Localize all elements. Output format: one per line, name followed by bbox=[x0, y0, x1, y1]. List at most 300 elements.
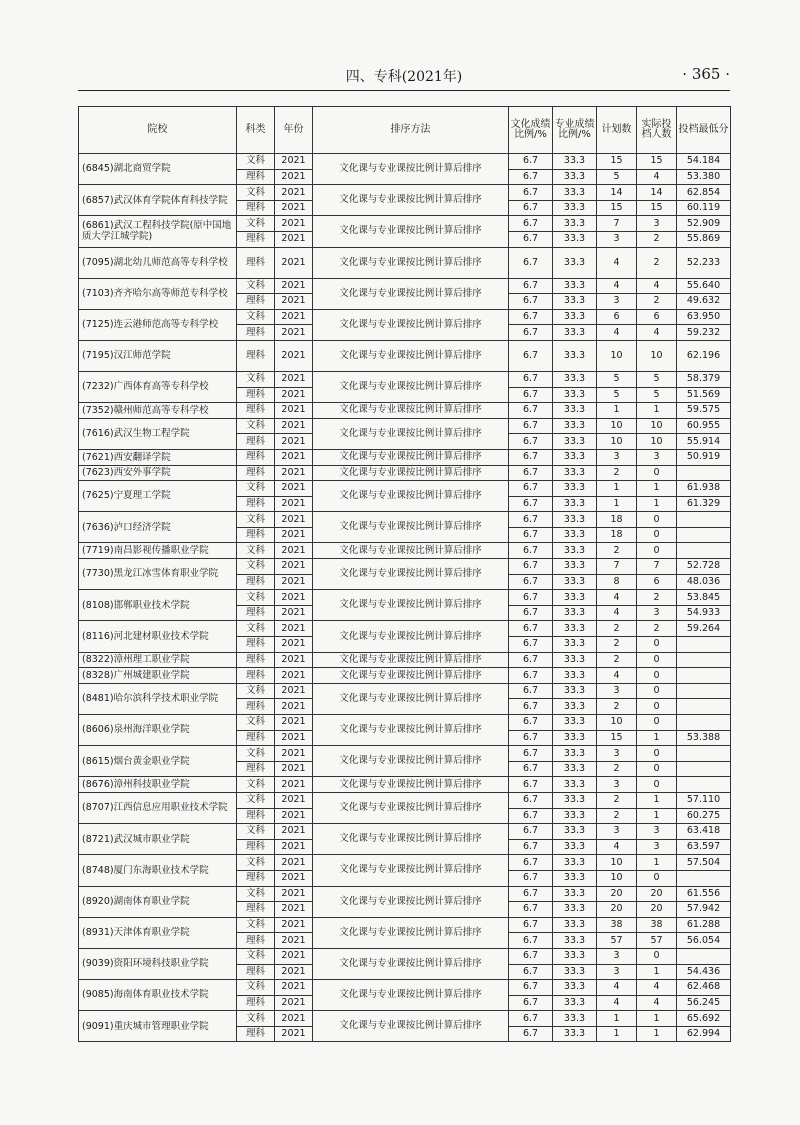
plan-count-cell: 10 bbox=[597, 434, 637, 450]
culture-ratio-cell: 6.7 bbox=[509, 715, 553, 731]
plan-count-cell: 10 bbox=[597, 340, 637, 371]
culture-ratio-cell: 6.7 bbox=[509, 995, 553, 1011]
actual-count-cell: 0 bbox=[637, 683, 677, 699]
year-cell: 2021 bbox=[275, 761, 313, 777]
major-ratio-cell: 33.3 bbox=[553, 512, 597, 528]
sort-method: 文化课与专业课按比例计算后排序 bbox=[313, 216, 509, 247]
col-header-min-score: 投档最低分 bbox=[677, 107, 731, 154]
major-ratio-cell: 33.3 bbox=[553, 496, 597, 512]
category-cell: 理科 bbox=[237, 169, 275, 185]
year-cell: 2021 bbox=[275, 371, 313, 387]
culture-ratio-cell: 6.7 bbox=[509, 527, 553, 543]
school-name: (7232)广西体育高等专科学校 bbox=[79, 371, 237, 402]
culture-ratio-cell: 6.7 bbox=[509, 294, 553, 310]
major-ratio-cell: 33.3 bbox=[553, 1011, 597, 1027]
sort-method: 文化课与专业课按比例计算后排序 bbox=[313, 247, 509, 278]
culture-ratio-cell: 6.7 bbox=[509, 309, 553, 325]
sort-method: 文化课与专业课按比例计算后排序 bbox=[313, 543, 509, 559]
category-cell: 理科 bbox=[237, 902, 275, 918]
sort-method: 文化课与专业课按比例计算后排序 bbox=[313, 855, 509, 886]
category-cell: 文科 bbox=[237, 621, 275, 637]
category-cell: 理科 bbox=[237, 574, 275, 590]
category-cell: 文科 bbox=[237, 418, 275, 434]
plan-count-cell: 15 bbox=[597, 154, 637, 170]
sort-method: 文化课与专业课按比例计算后排序 bbox=[313, 154, 509, 185]
category-cell: 理科 bbox=[237, 964, 275, 980]
table-row bbox=[79, 590, 731, 606]
plan-count-cell: 1 bbox=[597, 403, 637, 419]
category-cell: 理科 bbox=[237, 668, 275, 684]
min-score-cell bbox=[677, 777, 731, 793]
min-score-cell bbox=[677, 699, 731, 715]
major-ratio-cell: 33.3 bbox=[553, 730, 597, 746]
table-row bbox=[79, 449, 731, 465]
actual-count-cell: 2 bbox=[637, 247, 677, 278]
culture-ratio-cell: 6.7 bbox=[509, 574, 553, 590]
major-ratio-cell: 33.3 bbox=[553, 715, 597, 731]
plan-count-cell: 6 bbox=[597, 309, 637, 325]
plan-count-cell: 20 bbox=[597, 902, 637, 918]
table-row bbox=[79, 777, 731, 793]
major-ratio-cell: 33.3 bbox=[553, 216, 597, 232]
major-ratio-cell: 33.3 bbox=[553, 917, 597, 933]
min-score-cell: 61.938 bbox=[677, 481, 731, 497]
actual-count-cell: 0 bbox=[637, 465, 677, 481]
school-name: (8748)厦门东海职业技术学院 bbox=[79, 855, 237, 886]
culture-ratio-cell: 6.7 bbox=[509, 512, 553, 528]
table-row bbox=[79, 185, 731, 201]
table-row bbox=[79, 543, 731, 559]
actual-count-cell: 15 bbox=[637, 200, 677, 216]
actual-count-cell: 10 bbox=[637, 340, 677, 371]
category-cell: 理科 bbox=[237, 808, 275, 824]
major-ratio-cell: 33.3 bbox=[553, 278, 597, 294]
sort-method: 文化课与专业课按比例计算后排序 bbox=[313, 309, 509, 340]
sort-method: 文化课与专业课按比例计算后排序 bbox=[313, 668, 509, 684]
table-header-row bbox=[79, 107, 731, 154]
category-cell: 理科 bbox=[237, 340, 275, 371]
category-cell: 文科 bbox=[237, 543, 275, 559]
category-cell: 理科 bbox=[237, 294, 275, 310]
culture-ratio-cell: 6.7 bbox=[509, 839, 553, 855]
category-cell: 理科 bbox=[237, 699, 275, 715]
year-cell: 2021 bbox=[275, 855, 313, 871]
major-ratio-cell: 33.3 bbox=[553, 902, 597, 918]
min-score-cell bbox=[677, 652, 731, 668]
category-cell: 文科 bbox=[237, 777, 275, 793]
actual-count-cell: 0 bbox=[637, 948, 677, 964]
table-row bbox=[79, 512, 731, 528]
school-name: (7730)黑龙江冰雪体育职业学院 bbox=[79, 559, 237, 590]
year-cell: 2021 bbox=[275, 730, 313, 746]
sort-method: 文化课与专业课按比例计算后排序 bbox=[313, 886, 509, 917]
category-cell: 理科 bbox=[237, 839, 275, 855]
min-score-cell: 52.728 bbox=[677, 559, 731, 575]
culture-ratio-cell: 6.7 bbox=[509, 185, 553, 201]
year-cell: 2021 bbox=[275, 839, 313, 855]
sort-method: 文化课与专业课按比例计算后排序 bbox=[313, 449, 509, 465]
min-score-cell: 57.942 bbox=[677, 902, 731, 918]
plan-count-cell: 10 bbox=[597, 870, 637, 886]
category-cell: 理科 bbox=[237, 200, 275, 216]
year-cell: 2021 bbox=[275, 449, 313, 465]
major-ratio-cell: 33.3 bbox=[553, 808, 597, 824]
year-cell: 2021 bbox=[275, 185, 313, 201]
major-ratio-cell: 33.3 bbox=[553, 371, 597, 387]
table-row bbox=[79, 824, 731, 840]
culture-ratio-cell: 6.7 bbox=[509, 933, 553, 949]
category-cell: 文科 bbox=[237, 512, 275, 528]
min-score-cell: 60.955 bbox=[677, 418, 731, 434]
category-cell: 理科 bbox=[237, 761, 275, 777]
year-cell: 2021 bbox=[275, 980, 313, 996]
major-ratio-cell: 33.3 bbox=[553, 792, 597, 808]
major-ratio-cell: 33.3 bbox=[553, 590, 597, 606]
min-score-cell bbox=[677, 746, 731, 762]
sort-method: 文化课与专业课按比例计算后排序 bbox=[313, 621, 509, 652]
plan-count-cell: 3 bbox=[597, 746, 637, 762]
school-name: (8328)广州城建职业学院 bbox=[79, 668, 237, 684]
year-cell: 2021 bbox=[275, 294, 313, 310]
actual-count-cell: 20 bbox=[637, 902, 677, 918]
year-cell: 2021 bbox=[275, 216, 313, 232]
culture-ratio-cell: 6.7 bbox=[509, 824, 553, 840]
sort-method: 文化课与专业课按比例计算后排序 bbox=[313, 746, 509, 777]
plan-count-cell: 15 bbox=[597, 730, 637, 746]
plan-count-cell: 5 bbox=[597, 387, 637, 403]
plan-count-cell: 1 bbox=[597, 1026, 637, 1042]
culture-ratio-cell: 6.7 bbox=[509, 590, 553, 606]
actual-count-cell: 10 bbox=[637, 434, 677, 450]
school-name: (8676)漳州科技职业学院 bbox=[79, 777, 237, 793]
min-score-cell bbox=[677, 715, 731, 731]
year-cell: 2021 bbox=[275, 278, 313, 294]
section-title: 四、专科(2021年) bbox=[345, 69, 463, 85]
plan-count-cell: 3 bbox=[597, 683, 637, 699]
culture-ratio-cell: 6.7 bbox=[509, 325, 553, 341]
category-cell: 理科 bbox=[237, 1026, 275, 1042]
plan-count-cell: 18 bbox=[597, 512, 637, 528]
actual-count-cell: 1 bbox=[637, 792, 677, 808]
min-score-cell: 55.640 bbox=[677, 278, 731, 294]
major-ratio-cell: 33.3 bbox=[553, 1026, 597, 1042]
actual-count-cell: 15 bbox=[637, 154, 677, 170]
year-cell: 2021 bbox=[275, 699, 313, 715]
plan-count-cell: 2 bbox=[597, 465, 637, 481]
category-cell: 文科 bbox=[237, 1011, 275, 1027]
sort-method: 文化课与专业课按比例计算后排序 bbox=[313, 559, 509, 590]
major-ratio-cell: 33.3 bbox=[553, 325, 597, 341]
year-cell: 2021 bbox=[275, 527, 313, 543]
min-score-cell: 62.468 bbox=[677, 980, 731, 996]
table-row bbox=[79, 371, 731, 387]
col-header-year: 年份 bbox=[275, 107, 313, 154]
col-header-culture-ratio: 文化成绩比例/% bbox=[509, 107, 553, 154]
min-score-cell: 59.232 bbox=[677, 325, 731, 341]
plan-count-cell: 4 bbox=[597, 590, 637, 606]
culture-ratio-cell: 6.7 bbox=[509, 371, 553, 387]
table-row bbox=[79, 652, 731, 668]
category-cell: 文科 bbox=[237, 715, 275, 731]
major-ratio-cell: 33.3 bbox=[553, 699, 597, 715]
major-ratio-cell: 33.3 bbox=[553, 886, 597, 902]
category-cell: 理科 bbox=[237, 231, 275, 247]
min-score-cell bbox=[677, 870, 731, 886]
min-score-cell: 57.110 bbox=[677, 792, 731, 808]
actual-count-cell: 4 bbox=[637, 980, 677, 996]
year-cell: 2021 bbox=[275, 605, 313, 621]
actual-count-cell: 1 bbox=[637, 1026, 677, 1042]
plan-count-cell: 15 bbox=[597, 200, 637, 216]
actual-count-cell: 1 bbox=[637, 730, 677, 746]
actual-count-cell: 4 bbox=[637, 278, 677, 294]
sort-method: 文化课与专业课按比例计算后排序 bbox=[313, 278, 509, 309]
major-ratio-cell: 33.3 bbox=[553, 839, 597, 855]
plan-count-cell: 2 bbox=[597, 808, 637, 824]
category-cell: 文科 bbox=[237, 824, 275, 840]
year-cell: 2021 bbox=[275, 169, 313, 185]
year-cell: 2021 bbox=[275, 792, 313, 808]
culture-ratio-cell: 6.7 bbox=[509, 434, 553, 450]
category-cell: 理科 bbox=[237, 496, 275, 512]
culture-ratio-cell: 6.7 bbox=[509, 1011, 553, 1027]
min-score-cell bbox=[677, 512, 731, 528]
actual-count-cell: 0 bbox=[637, 715, 677, 731]
table-row bbox=[79, 278, 731, 294]
actual-count-cell: 6 bbox=[637, 309, 677, 325]
plan-count-cell: 3 bbox=[597, 824, 637, 840]
plan-count-cell: 2 bbox=[597, 621, 637, 637]
min-score-cell: 50.919 bbox=[677, 449, 731, 465]
major-ratio-cell: 33.3 bbox=[553, 574, 597, 590]
actual-count-cell: 7 bbox=[637, 559, 677, 575]
sort-method: 文化课与专业课按比例计算后排序 bbox=[313, 185, 509, 216]
school-name: (9091)重庆城市管理职业学院 bbox=[79, 1011, 237, 1042]
actual-count-cell: 0 bbox=[637, 777, 677, 793]
plan-count-cell: 14 bbox=[597, 185, 637, 201]
sort-method: 文化课与专业课按比例计算后排序 bbox=[313, 481, 509, 512]
school-name: (9039)资阳环境科技职业学院 bbox=[79, 948, 237, 979]
actual-count-cell: 1 bbox=[637, 855, 677, 871]
culture-ratio-cell: 6.7 bbox=[509, 792, 553, 808]
school-name: (7616)武汉生物工程学院 bbox=[79, 418, 237, 449]
plan-count-cell: 2 bbox=[597, 637, 637, 653]
min-score-cell bbox=[677, 761, 731, 777]
min-score-cell: 63.597 bbox=[677, 839, 731, 855]
table-row bbox=[79, 855, 731, 871]
culture-ratio-cell: 6.7 bbox=[509, 948, 553, 964]
year-cell: 2021 bbox=[275, 1026, 313, 1042]
major-ratio-cell: 33.3 bbox=[553, 434, 597, 450]
plan-count-cell: 7 bbox=[597, 559, 637, 575]
category-cell: 文科 bbox=[237, 792, 275, 808]
school-name: (6861)武汉工程科技学院(原中国地质大学江城学院) bbox=[79, 216, 237, 247]
category-cell: 理科 bbox=[237, 247, 275, 278]
min-score-cell bbox=[677, 527, 731, 543]
major-ratio-cell: 33.3 bbox=[553, 169, 597, 185]
plan-count-cell: 1 bbox=[597, 481, 637, 497]
table-row bbox=[79, 481, 731, 497]
school-name: (8721)武汉城市职业学院 bbox=[79, 824, 237, 855]
year-cell: 2021 bbox=[275, 481, 313, 497]
plan-count-cell: 4 bbox=[597, 839, 637, 855]
table-row bbox=[79, 683, 731, 699]
year-cell: 2021 bbox=[275, 247, 313, 278]
category-cell: 文科 bbox=[237, 309, 275, 325]
actual-count-cell: 3 bbox=[637, 839, 677, 855]
actual-count-cell: 5 bbox=[637, 387, 677, 403]
actual-count-cell: 2 bbox=[637, 621, 677, 637]
school-name: (8322)漳州理工职业学院 bbox=[79, 652, 237, 668]
table-row bbox=[79, 746, 731, 762]
major-ratio-cell: 33.3 bbox=[553, 761, 597, 777]
col-header-major-ratio: 专业成绩比例/% bbox=[553, 107, 597, 154]
culture-ratio-cell: 6.7 bbox=[509, 247, 553, 278]
culture-ratio-cell: 6.7 bbox=[509, 621, 553, 637]
actual-count-cell: 0 bbox=[637, 746, 677, 762]
sort-method: 文化课与专业课按比例计算后排序 bbox=[313, 418, 509, 449]
category-cell: 文科 bbox=[237, 185, 275, 201]
table-row bbox=[79, 340, 731, 371]
actual-count-cell: 0 bbox=[637, 761, 677, 777]
min-score-cell: 56.245 bbox=[677, 995, 731, 1011]
category-cell: 文科 bbox=[237, 886, 275, 902]
sort-method: 文化课与专业课按比例计算后排序 bbox=[313, 403, 509, 419]
actual-count-cell: 1 bbox=[637, 964, 677, 980]
culture-ratio-cell: 6.7 bbox=[509, 169, 553, 185]
major-ratio-cell: 33.3 bbox=[553, 933, 597, 949]
table-row bbox=[79, 1011, 731, 1027]
year-cell: 2021 bbox=[275, 917, 313, 933]
major-ratio-cell: 33.3 bbox=[553, 621, 597, 637]
major-ratio-cell: 33.3 bbox=[553, 247, 597, 278]
table-row bbox=[79, 403, 731, 419]
year-cell: 2021 bbox=[275, 824, 313, 840]
min-score-cell: 49.632 bbox=[677, 294, 731, 310]
actual-count-cell: 0 bbox=[637, 699, 677, 715]
culture-ratio-cell: 6.7 bbox=[509, 154, 553, 170]
plan-count-cell: 10 bbox=[597, 418, 637, 434]
min-score-cell: 55.869 bbox=[677, 231, 731, 247]
major-ratio-cell: 33.3 bbox=[553, 746, 597, 762]
sort-method: 文化课与专业课按比例计算后排序 bbox=[313, 465, 509, 481]
culture-ratio-cell: 6.7 bbox=[509, 278, 553, 294]
plan-count-cell: 3 bbox=[597, 449, 637, 465]
plan-count-cell: 4 bbox=[597, 980, 637, 996]
category-cell: 文科 bbox=[237, 948, 275, 964]
major-ratio-cell: 33.3 bbox=[553, 340, 597, 371]
major-ratio-cell: 33.3 bbox=[553, 200, 597, 216]
major-ratio-cell: 33.3 bbox=[553, 777, 597, 793]
school-name: (7636)泸口经济学院 bbox=[79, 512, 237, 543]
table-row bbox=[79, 465, 731, 481]
category-cell: 文科 bbox=[237, 278, 275, 294]
culture-ratio-cell: 6.7 bbox=[509, 652, 553, 668]
school-name: (8116)河北建材职业技术学院 bbox=[79, 621, 237, 652]
actual-count-cell: 1 bbox=[637, 1011, 677, 1027]
sort-method: 文化课与专业课按比例计算后排序 bbox=[313, 917, 509, 948]
year-cell: 2021 bbox=[275, 777, 313, 793]
sort-method: 文化课与专业课按比例计算后排序 bbox=[313, 683, 509, 714]
year-cell: 2021 bbox=[275, 668, 313, 684]
min-score-cell: 54.436 bbox=[677, 964, 731, 980]
year-cell: 2021 bbox=[275, 995, 313, 1011]
school-name: (8707)江西信息应用职业技术学院 bbox=[79, 792, 237, 823]
table-row bbox=[79, 948, 731, 964]
category-cell: 理科 bbox=[237, 652, 275, 668]
plan-count-cell: 1 bbox=[597, 496, 637, 512]
min-score-cell: 52.233 bbox=[677, 247, 731, 278]
year-cell: 2021 bbox=[275, 886, 313, 902]
plan-count-cell: 57 bbox=[597, 933, 637, 949]
category-cell: 文科 bbox=[237, 746, 275, 762]
category-cell: 文科 bbox=[237, 371, 275, 387]
table-row bbox=[79, 668, 731, 684]
culture-ratio-cell: 6.7 bbox=[509, 668, 553, 684]
table-row bbox=[79, 980, 731, 996]
school-name: (8920)湖南体育职业学院 bbox=[79, 886, 237, 917]
plan-count-cell: 3 bbox=[597, 964, 637, 980]
plan-count-cell: 4 bbox=[597, 995, 637, 1011]
min-score-cell: 59.264 bbox=[677, 621, 731, 637]
category-cell: 文科 bbox=[237, 855, 275, 871]
plan-count-cell: 2 bbox=[597, 652, 637, 668]
culture-ratio-cell: 6.7 bbox=[509, 200, 553, 216]
school-name: (8606)泉州海洋职业学院 bbox=[79, 715, 237, 746]
year-cell: 2021 bbox=[275, 403, 313, 419]
actual-count-cell: 2 bbox=[637, 590, 677, 606]
culture-ratio-cell: 6.7 bbox=[509, 886, 553, 902]
actual-count-cell: 3 bbox=[637, 824, 677, 840]
major-ratio-cell: 33.3 bbox=[553, 418, 597, 434]
table-row bbox=[79, 621, 731, 637]
table-row bbox=[79, 792, 731, 808]
year-cell: 2021 bbox=[275, 964, 313, 980]
category-cell: 文科 bbox=[237, 590, 275, 606]
table-row bbox=[79, 216, 731, 232]
culture-ratio-cell: 6.7 bbox=[509, 855, 553, 871]
year-cell: 2021 bbox=[275, 543, 313, 559]
culture-ratio-cell: 6.7 bbox=[509, 761, 553, 777]
plan-count-cell: 7 bbox=[597, 216, 637, 232]
major-ratio-cell: 33.3 bbox=[553, 294, 597, 310]
year-cell: 2021 bbox=[275, 387, 313, 403]
category-cell: 文科 bbox=[237, 980, 275, 996]
year-cell: 2021 bbox=[275, 933, 313, 949]
year-cell: 2021 bbox=[275, 418, 313, 434]
plan-count-cell: 4 bbox=[597, 278, 637, 294]
plan-count-cell: 2 bbox=[597, 543, 637, 559]
min-score-cell bbox=[677, 465, 731, 481]
actual-count-cell: 1 bbox=[637, 403, 677, 419]
min-score-cell: 62.994 bbox=[677, 1026, 731, 1042]
min-score-cell: 54.184 bbox=[677, 154, 731, 170]
major-ratio-cell: 33.3 bbox=[553, 855, 597, 871]
major-ratio-cell: 33.3 bbox=[553, 980, 597, 996]
actual-count-cell: 0 bbox=[637, 652, 677, 668]
plan-count-cell: 3 bbox=[597, 777, 637, 793]
category-cell: 理科 bbox=[237, 870, 275, 886]
col-header-category: 科类 bbox=[237, 107, 275, 154]
major-ratio-cell: 33.3 bbox=[553, 559, 597, 575]
category-cell: 文科 bbox=[237, 559, 275, 575]
actual-count-cell: 2 bbox=[637, 294, 677, 310]
school-name: (7125)连云港师范高等专科学校 bbox=[79, 309, 237, 340]
year-cell: 2021 bbox=[275, 465, 313, 481]
category-cell: 文科 bbox=[237, 154, 275, 170]
plan-count-cell: 8 bbox=[597, 574, 637, 590]
plan-count-cell: 4 bbox=[597, 247, 637, 278]
